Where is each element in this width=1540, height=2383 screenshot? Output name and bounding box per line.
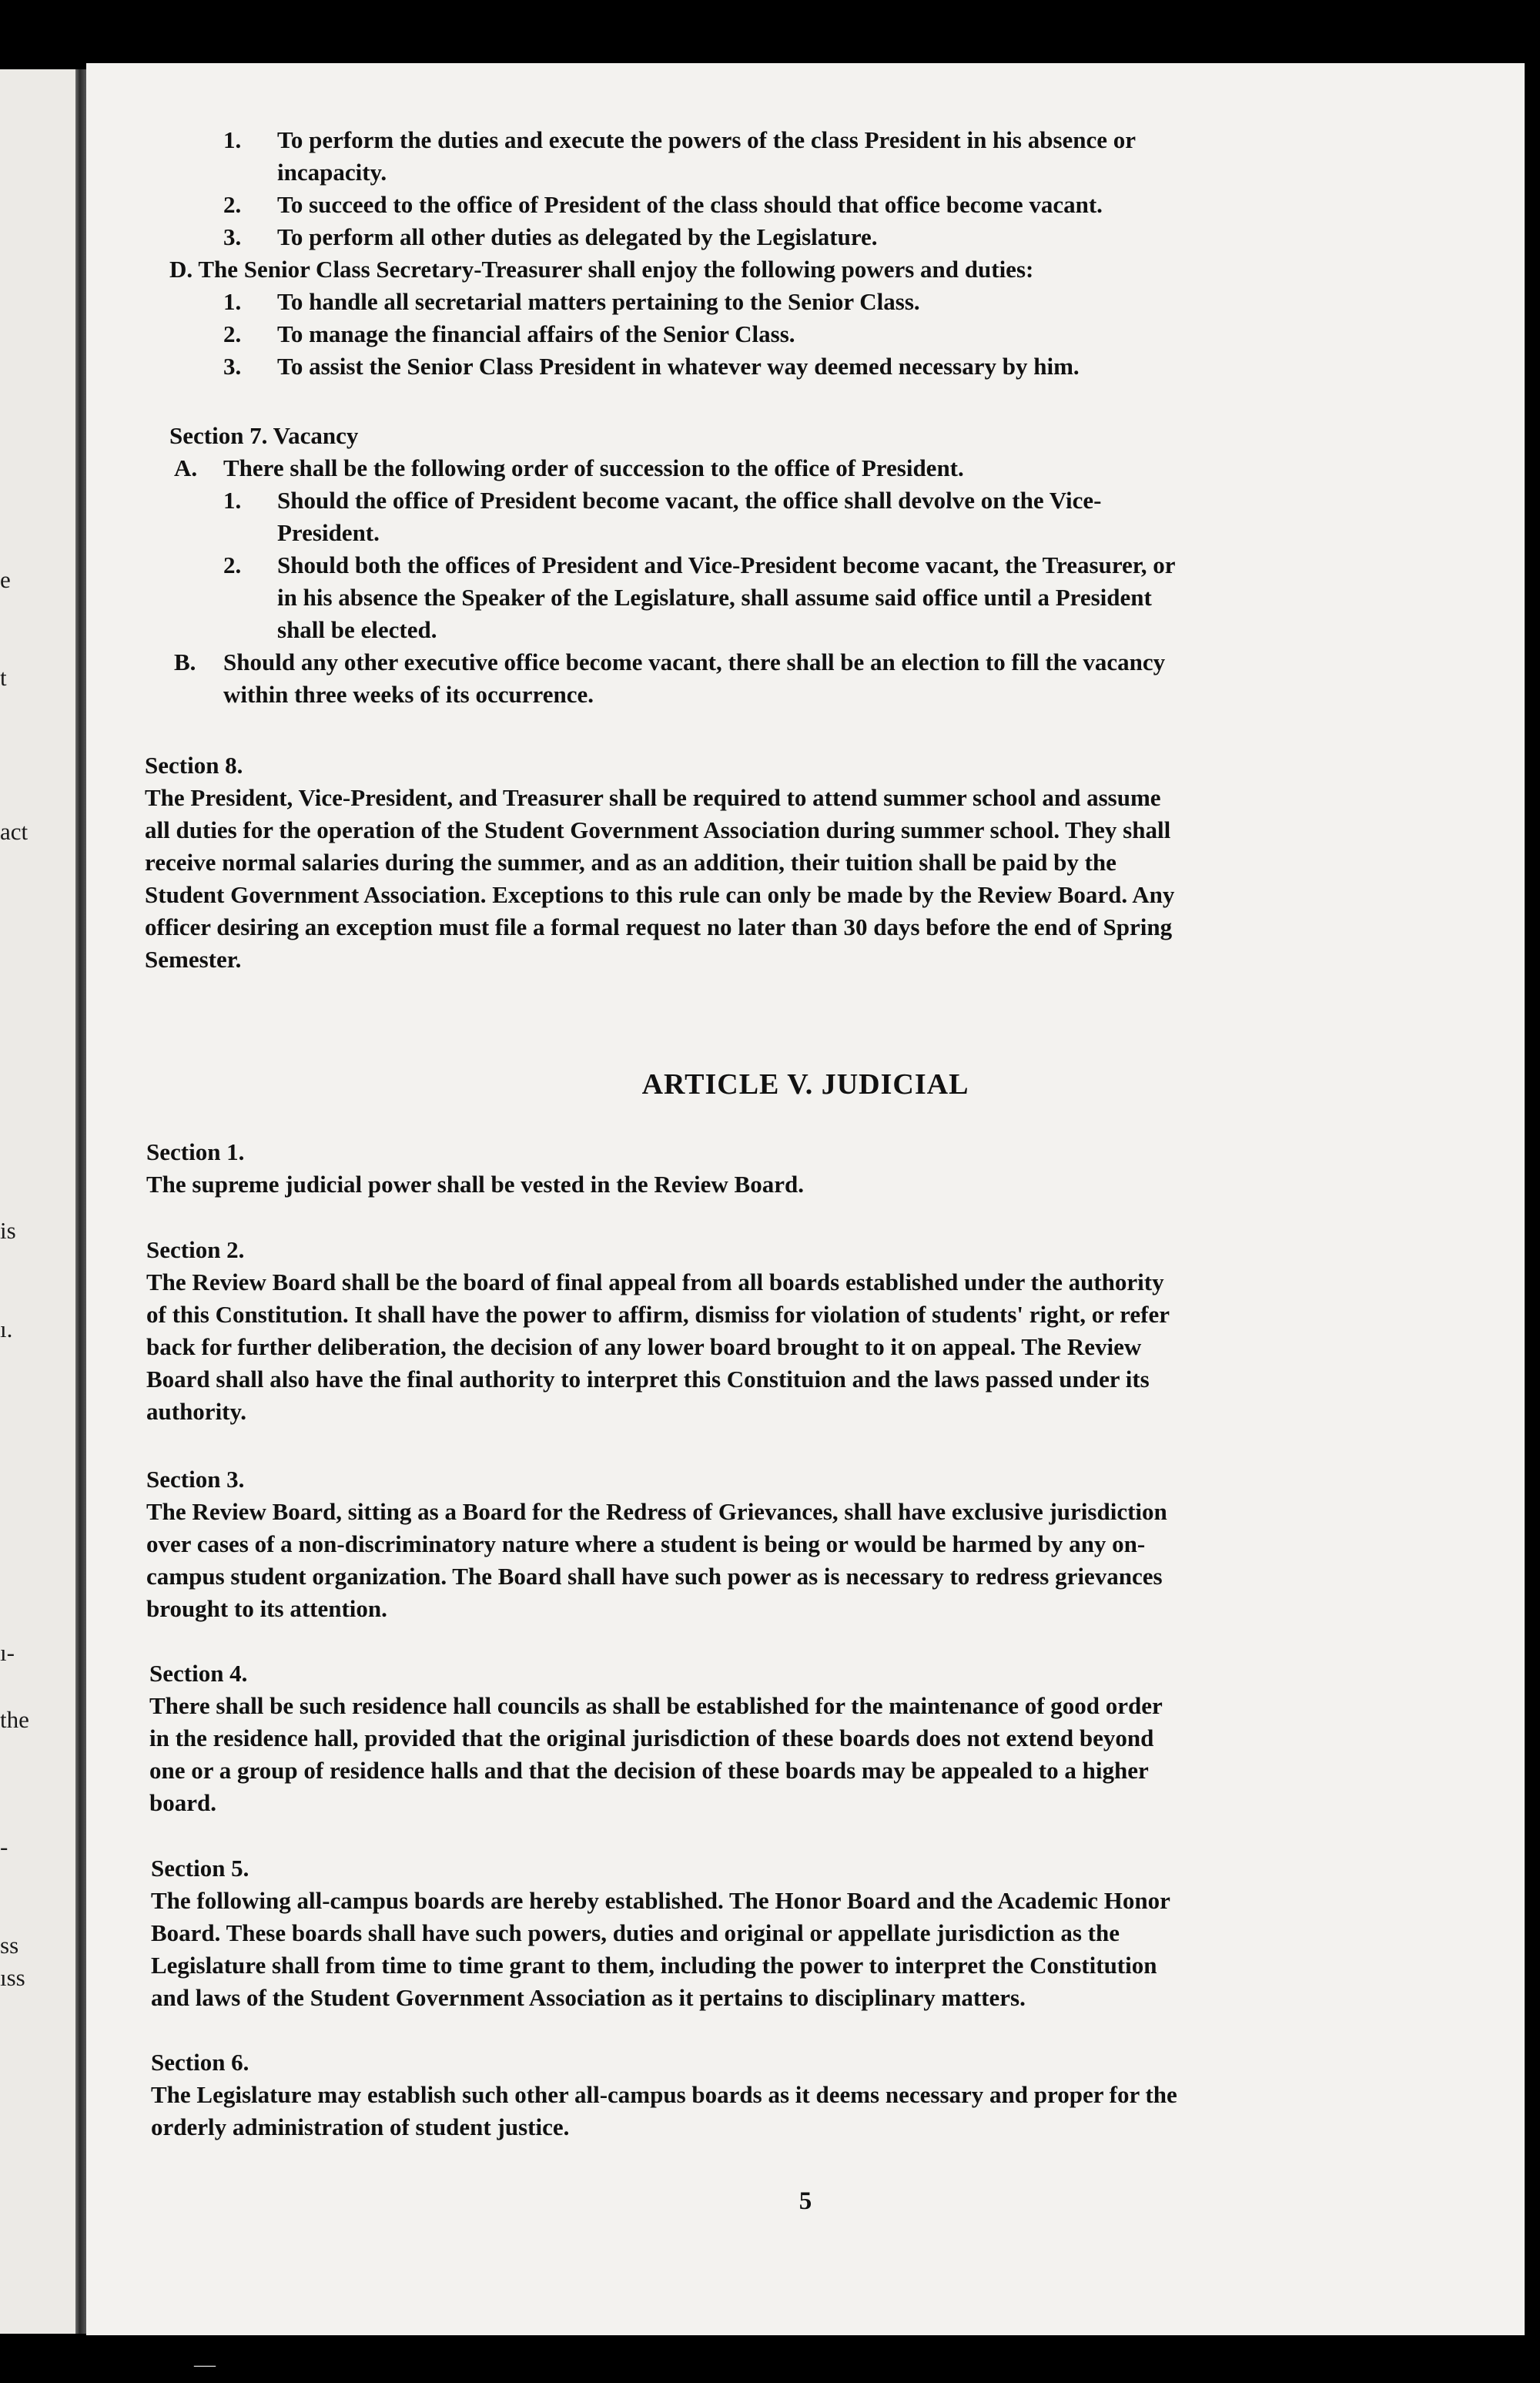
paragraph-line: The Review Board, sitting as a Board for the Redress of Grievances, shall have exclusive jurisdiction	[146, 1498, 1167, 1525]
list-item: 1. To perform the duties and execute the powers of the class President in his absence or	[223, 126, 1137, 153]
list-item: 3. To perform all other duties as delegated by the Legislature.	[223, 223, 878, 250]
facing-page-fragment: e	[0, 566, 11, 593]
paragraph-line: Board. These boards shall have such powers, duties and original or appellate jurisdiction as the	[151, 1919, 1120, 1946]
paragraph-line: officer desiring an exception must file a formal request no later than 30 days before the end of Spring	[145, 913, 1173, 940]
article-title: ARTICLE V. JUDICIAL	[641, 1068, 969, 1101]
facing-page-fragment: -	[0, 1833, 8, 1860]
facing-page	[0, 69, 75, 2334]
paragraph-line: in the residence hall, provided that the original jurisdiction of these boards does not extend beyond	[149, 1724, 1154, 1751]
facing-page-fragment: is	[0, 1217, 16, 1244]
facing-page-fragment: ı.	[0, 1316, 13, 1342]
paragraph-line: Board shall also have the final authority to interpret this Constituion and the laws passed under its	[146, 1366, 1150, 1393]
paragraph-line: The following all-campus boards are hereby established. The Honor Board and the Academic Honor	[151, 1887, 1170, 1914]
scan-mark: —	[194, 2353, 216, 2377]
paragraph-line: over cases of a non-discriminatory nature where a student is being or would be harmed by any on-	[146, 1530, 1146, 1557]
paragraph-line: Student Government Association. Exceptions to this rule can only be made by the Review Board. Any	[145, 881, 1175, 908]
paragraph-line: of this Constitution. It shall have the power to affirm, dismiss for violation of students' right, or refer	[146, 1301, 1170, 1328]
facing-page-fragment: act	[0, 818, 28, 845]
list-item-continuation: in his absence the Speaker of the Legislature, shall assume said office until a President	[277, 584, 1152, 611]
list-item: 1. Should the office of President become vacant, the office shall devolve on the Vice-	[223, 487, 1102, 514]
subsection-b: B. Should any other executive office become vacant, there shall be an election to fill the vacancy	[174, 649, 1166, 675]
paragraph-line: and laws of the Student Government Association as it pertains to disciplinary matters.	[151, 1984, 1026, 2011]
subsection-b-continuation: within three weeks of its occurrence.	[223, 681, 594, 708]
paragraph-line: back for further deliberation, the decision of any lower board brought to it on appeal. The Review	[146, 1333, 1142, 1360]
list-item: 2. To succeed to the office of President of the class should that office become vacant.	[223, 191, 1103, 218]
paragraph-line: campus student organization. The Board shall have such power as is necessary to redress grievances	[146, 1563, 1163, 1590]
subsection-a: A. There shall be the following order of succession to the office of President.	[174, 454, 964, 481]
paragraph-line: authority.	[146, 1398, 247, 1425]
facing-page-fragment: t	[0, 664, 7, 691]
list-item: 2. Should both the offices of President and Vice-President become vacant, the Treasurer, or	[223, 551, 1176, 578]
paragraph-line: board.	[149, 1789, 216, 1816]
paragraph-line: Semester.	[145, 946, 242, 973]
section-heading: Section 5.	[151, 1855, 249, 1882]
paragraph-line: The supreme judicial power shall be vested in the Review Board.	[146, 1171, 804, 1198]
page-content	[86, 63, 1525, 2335]
facing-page-fragment: ıss	[0, 1964, 25, 1991]
section-heading: Section 1.	[146, 1138, 245, 1165]
paragraph-line: There shall be such residence hall councils as shall be established for the maintenance of good order	[149, 1692, 1163, 1719]
document-page	[86, 63, 1525, 2335]
paragraph-line: The Legislature may establish such other all-campus boards as it deems necessary and proper for the	[151, 2081, 1177, 2108]
facing-page-fragment: ss	[0, 1932, 19, 1959]
list-item-continuation: President.	[277, 519, 380, 546]
paragraph-line: orderly administration of student justice.	[151, 2113, 570, 2140]
subsection-intro: D. The Senior Class Secretary-Treasurer shall enjoy the following powers and duties:	[169, 256, 1034, 283]
book-gutter	[75, 69, 86, 2334]
paragraph-line: brought to its attention.	[146, 1595, 387, 1622]
paragraph-line: one or a group of residence halls and that the decision of these boards may be appealed to a higher	[149, 1757, 1149, 1784]
facing-page-fragment: ı-	[0, 1639, 15, 1666]
section-heading: Section 4.	[149, 1660, 248, 1687]
section-heading: Section 2.	[146, 1236, 245, 1263]
facing-page-fragment: the	[0, 1706, 29, 1733]
paragraph-line: Legislature shall from time to time grant to them, including the power to interpret the Constitution	[151, 1952, 1157, 1979]
page-number: 5	[798, 2187, 812, 2215]
section-heading: Section 8.	[145, 752, 243, 779]
paragraph-line: The Review Board shall be the board of final appeal from all boards established under the authority	[146, 1269, 1164, 1295]
list-item-continuation: incapacity.	[277, 159, 387, 186]
list-item: 3. To assist the Senior Class President in whatever way deemed necessary by him.	[223, 353, 1080, 380]
section-heading: Section 6.	[151, 2049, 249, 2076]
list-item: 2. To manage the financial affairs of the Senior Class.	[223, 320, 795, 347]
section-heading: Section 3.	[146, 1466, 245, 1493]
list-item-continuation: shall be elected.	[277, 616, 437, 643]
section-heading: Section 7. Vacancy	[169, 422, 359, 449]
paragraph-line: The President, Vice-President, and Treasurer shall be required to attend summer school and assume	[145, 784, 1161, 811]
list-item: 1. To handle all secretarial matters pertaining to the Senior Class.	[223, 288, 920, 315]
paragraph-line: all duties for the operation of the Student Government Association during summer school. They shall	[145, 816, 1171, 843]
paragraph-line: receive normal salaries during the summer, and as an addition, their tuition shall be paid by the	[145, 849, 1116, 876]
